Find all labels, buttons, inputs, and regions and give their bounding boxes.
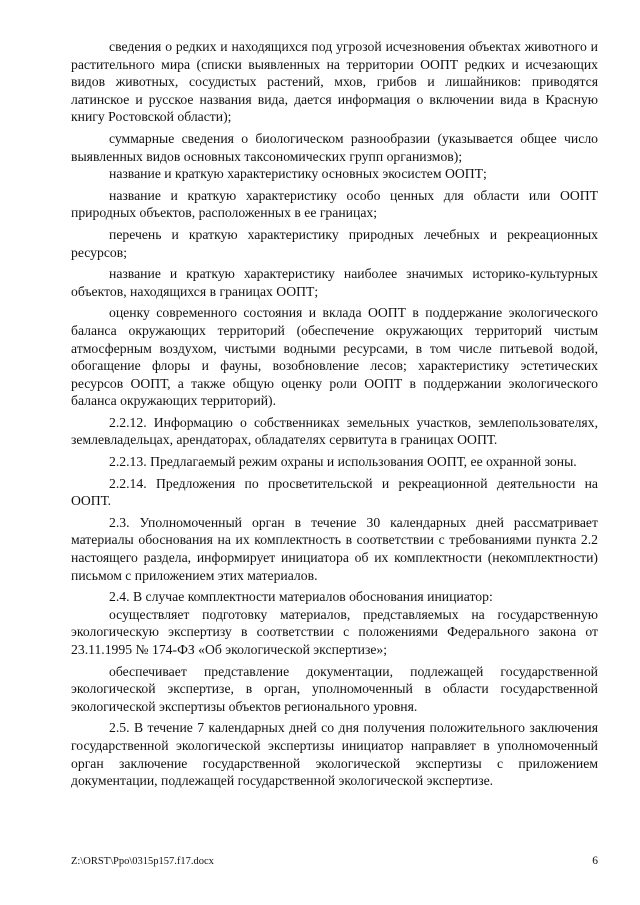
footer-file-path: Z:\ORST\Ppo\0315p157.f17.docx — [71, 856, 214, 867]
paragraph: суммарные сведения о биологическом разнообразии (указывается общее число выявленных видов основных таксономических групп организмов); — [71, 130, 598, 164]
paragraph: осуществляет подготовку материалов, представляемых на государственную экологическую экспертизу в соответствии с положениями Федерального закона от 23.11.1995 № 174-ФЗ «Об экологической экспертизе»; — [71, 606, 598, 657]
paragraph: 2.5. В течение 7 календарных дней со дня получения положительного заключения государственной экологической экспертизы инициатор направляет в уполномоченный орган заключение государственной экологической экспертизы с приложением документации, подлежащей государственной экологической экспертизе. — [71, 720, 598, 789]
paragraph: 2.2.14. Предложения по просветительской и рекреационной деятельности на ООПТ. — [71, 475, 598, 509]
document-body — [71, 38, 598, 790]
paragraph: название и краткую характеристику особо ценных для области или ООПТ природных объектов, расположенных в ее границах; — [71, 187, 598, 221]
page-number: 6 — [592, 855, 598, 867]
paragraph: 2.2.13. Предлагаемый режим охраны и использования ООПТ, ее охранной зоны. — [109, 454, 577, 470]
paragraph: сведения о редких и находящихся под угрозой исчезновения объектах животного и растительного мира (списки выявленных на территории ООПТ редких и исчезающих видов животных, сосудистых растений, мхов, грибов и лишайников: приводятся латинское и русское названия вида, дается информация о включении вида в Красную книгу Ростовской области); — [71, 39, 598, 125]
paragraph: название и краткую характеристику наиболее значимых историко-культурных объектов, находящихся в границах ООПТ; — [71, 266, 598, 299]
paragraph: 2.3. Уполномоченный орган в течение 30 календарных дней рассматривает материалы обоснования на их комплектность в соответствии с требованиями пункта 2.2 настоящего раздела, информирует инициатора об их комплектности (некомплектности) письмом с приложением этих материалов. — [71, 514, 598, 583]
paragraph: 2.2.12. Информацию о собственниках земельных участков, землепользователях, землевладельцах, арендаторах, обладателях сервитута в границах ООПТ. — [71, 414, 598, 448]
paragraph: оценку современного состояния и вклада ООПТ в поддержание экологического баланса окружающих территорий (обеспечение окружающих территорий чистым атмосферным воздухом, чистыми водными ресурсами, в том числе питьевой водой, обогащение флоры и фауны, возобновление лесов; характеристику эстетических ресурсов ООПТ, а также общую оценку роли ООПТ в поддержании экологического баланса окружающих территорий). — [71, 305, 598, 409]
paragraph: 2.4. В случае комплектности материалов обоснования инициатор: — [109, 589, 493, 605]
paragraph: название и краткую характеристику основных экосистем ООПТ; — [109, 166, 487, 182]
paragraph: обеспечивает представление документации, подлежащей государственной экологической экспертизе, в орган, уполномоченный в области государственной экологической экспертизы объектов регионального уровня. — [71, 663, 598, 714]
paragraph: перечень и краткую характеристику природных лечебных и рекреационных ресурсов; — [71, 226, 598, 260]
